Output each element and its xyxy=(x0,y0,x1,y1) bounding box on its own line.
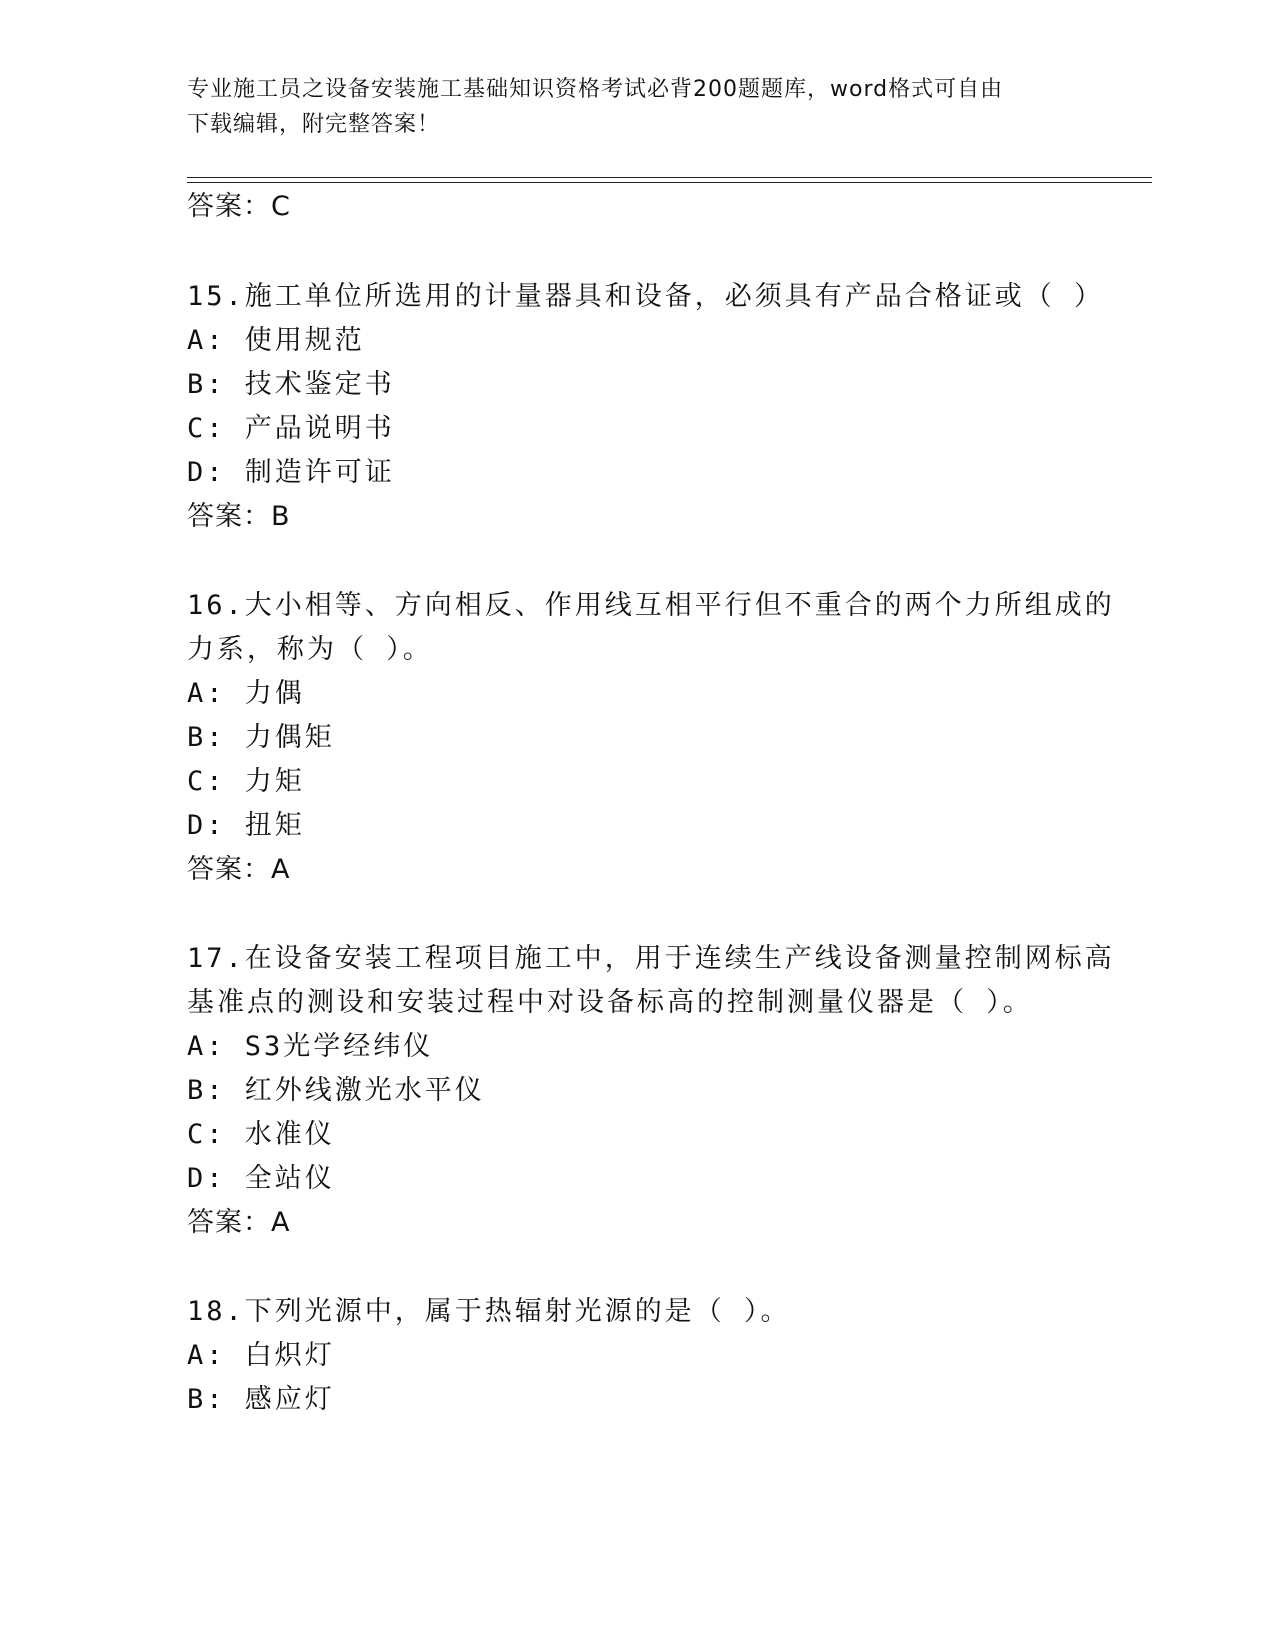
answer-prev: 答案：C xyxy=(187,191,291,222)
question-17-option-d: D: 全站仪 xyxy=(187,1163,335,1194)
question-15-option-a: A: 使用规范 xyxy=(187,325,365,356)
question-15-option-d: D: 制造许可证 xyxy=(187,457,395,488)
question-16-stem-line-2: 力系，称为（ ）。 xyxy=(187,634,433,665)
question-17-stem-line-1: 17.在设备安装工程项目施工中，用于连续生产线设备测量控制网标高 xyxy=(187,943,1115,974)
header-line-2: 下载编辑，附完整答案！ xyxy=(187,112,441,137)
question-17-stem-line-2: 基准点的测设和安装过程中对设备标高的控制测量仪器是（ ）。 xyxy=(187,987,1033,1018)
question-15-option-b: B: 技术鉴定书 xyxy=(187,369,395,400)
question-16-option-b: B: 力偶矩 xyxy=(187,722,335,753)
document-header xyxy=(187,72,1067,142)
question-17-option-a: A: S3光学经纬仪 xyxy=(187,1031,434,1062)
header-line-1: 专业施工员之设备安装施工基础知识资格考试必背200题题库，word格式可自由 xyxy=(187,77,1004,102)
question-16-stem-line-1: 16.大小相等、方向相反、作用线互相平行但不重合的两个力所组成的 xyxy=(187,590,1115,621)
question-17-option-c: C: 水准仪 xyxy=(187,1119,335,1150)
question-18-option-a: A: 白炽灯 xyxy=(187,1340,335,1371)
header-rule-bottom xyxy=(187,182,1152,183)
question-16-option-c: C: 力矩 xyxy=(187,766,305,797)
question-17-option-b: B: 红外线激光水平仪 xyxy=(187,1075,485,1106)
question-15-answer: 答案：B xyxy=(187,501,291,532)
question-18-option-b: B: 感应灯 xyxy=(187,1384,335,1415)
question-16-option-d: D: 扭矩 xyxy=(187,810,305,841)
question-16-option-a: A: 力偶 xyxy=(187,678,305,709)
question-18-stem: 18.下列光源中，属于热辐射光源的是（ ）。 xyxy=(187,1296,791,1327)
question-16-answer: 答案：A xyxy=(187,854,291,885)
question-17-answer: 答案：A xyxy=(187,1207,291,1238)
question-15-stem: 15.施工单位所选用的计量器具和设备，必须具有产品合格证或（ ） xyxy=(187,281,1105,312)
header-rule-top xyxy=(187,177,1152,178)
question-15-option-c: C: 产品说明书 xyxy=(187,413,395,444)
